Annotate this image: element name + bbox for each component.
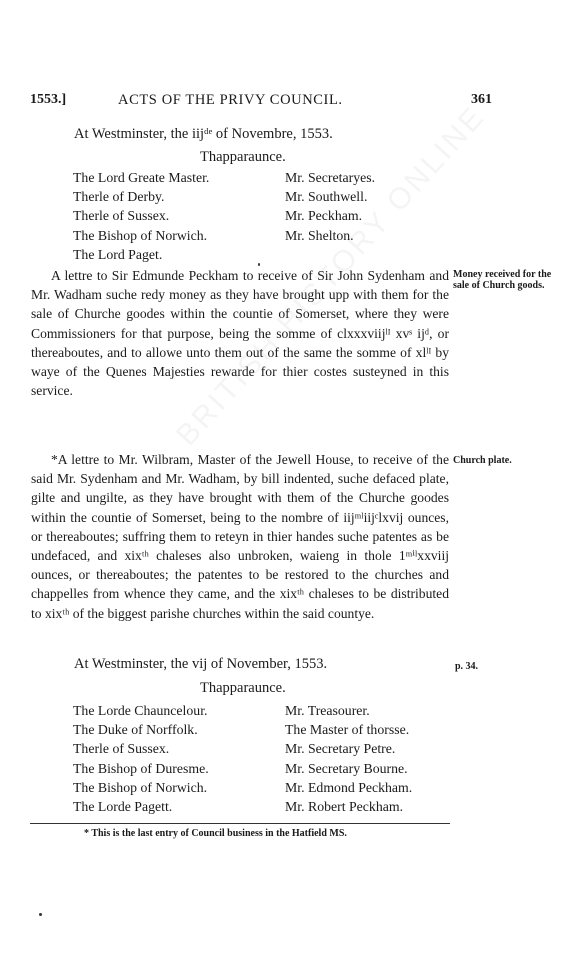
attendee: The Lord Paget. bbox=[73, 246, 163, 262]
ink-speck bbox=[258, 263, 260, 266]
attendee-row bbox=[73, 780, 413, 799]
attendee-row bbox=[73, 703, 413, 722]
attendee: Mr. Peckham. bbox=[285, 208, 363, 224]
attendee: Mr. Secretary Bourne. bbox=[285, 760, 408, 776]
present-label-1: Thapparaunce. bbox=[200, 149, 286, 165]
present-label-2: Thapparaunce. bbox=[200, 680, 286, 696]
attendee: Mr. Edmond Peckham. bbox=[285, 779, 413, 795]
meeting-heading-2: At Westminster, the vij of November, 1553. bbox=[74, 656, 328, 672]
footnote-divider bbox=[30, 823, 450, 824]
attendee: The Duke of Norffolk. bbox=[73, 722, 198, 738]
attendee: The Bishop of Norwich. bbox=[73, 227, 208, 243]
attendee: Mr. Shelton. bbox=[285, 227, 354, 243]
attendee: The Bishop of Duresme. bbox=[73, 760, 209, 776]
attendee-row bbox=[73, 741, 413, 760]
attendee: The Lord Greate Master. bbox=[73, 170, 210, 185]
attendee: Therle of Derby. bbox=[73, 189, 165, 205]
header-year: 1553.] bbox=[30, 92, 67, 107]
entry-text: *A lettre to Mr. Wilbram, Master of the Jewell House, to receive of the said Mr. Sydenham and Mr. Wadham, by bill indented, suche defaced plate, gilte and ungilte, as they have brought with them of the Churche goodes within the countie of Somerset, being to the nombre of iijᵐˡiijᶜlxvij ounces, or thereaboutes; suffring them to reteyn in thier handes suche patentes as be undefaced, and xixᵗʰ chaleses also unbroken, waieng in thole 1ᵐⁱˡxxviij ounces, or thereaboutes; the patentes to be restored to the churches and chappelles from whence they came, and the xixᵗʰ chaleses to be distributed to xixᵗʰ of the biggest parishe churches within the said countye. bbox=[31, 452, 449, 621]
margin-note-1: Money received for the sale of Church goods. bbox=[453, 269, 552, 291]
attendee: Mr. Secretary Petre. bbox=[285, 741, 396, 757]
attendee: Therle of Sussex. bbox=[73, 741, 170, 757]
attendee: The Lorde Chauncelour. bbox=[73, 703, 208, 718]
meeting-heading-1: At Westminster, the iijᵈᵉ of Novembre, 1553. bbox=[74, 126, 333, 142]
attendee: Therle of Sussex. bbox=[73, 208, 170, 224]
margin-note-2: Church plate. bbox=[453, 455, 512, 466]
attendee-row bbox=[73, 170, 413, 189]
council-entry-1 bbox=[31, 266, 449, 400]
attendee-list-1 bbox=[73, 170, 413, 266]
attendee: Mr. Robert Peckham. bbox=[285, 798, 404, 814]
page-reference: p. 34. bbox=[455, 661, 479, 672]
council-entry-2 bbox=[31, 450, 449, 623]
entry-text: A lettre to Sir Edmunde Peckham to receive of Sir John Sydenham and Mr. Wadham suche redy money as they have brought upp with them for the sale of Churche goodes within the countie of Somerset, where they were Commissioners for that purpose, being the somme of clxxxviijˡᴵ xvˢ ijᵈ, or thereaboutes, and to allowe unto them out of the same the somme of xlˡᴵ by waye of the Quenes Majesties rewarde for thier costes susteyned in this service. bbox=[31, 268, 449, 399]
ink-speck bbox=[39, 913, 42, 916]
attendee-row bbox=[73, 189, 413, 208]
attendee-row bbox=[73, 247, 413, 266]
header-title: ACTS OF THE PRIVY COUNCIL. bbox=[118, 92, 343, 108]
attendee-row bbox=[73, 722, 413, 741]
attendee-row bbox=[73, 208, 413, 227]
attendee: The Master of thorsse. bbox=[285, 722, 410, 738]
attendee: Mr. Treasourer. bbox=[285, 703, 370, 718]
attendee: The Bishop of Norwich. bbox=[73, 779, 208, 795]
attendee: Mr. Secretaryes. bbox=[285, 170, 376, 185]
page-number: 361 bbox=[471, 92, 492, 107]
attendee-row bbox=[73, 228, 413, 247]
attendee: The Lorde Pagett. bbox=[73, 798, 173, 814]
attendee: Mr. Southwell. bbox=[285, 189, 368, 205]
running-header bbox=[30, 92, 492, 114]
footnote: * This is the last entry of Council business in the Hatfield MS. bbox=[84, 828, 347, 839]
attendee-row bbox=[73, 799, 413, 818]
attendee-row bbox=[73, 761, 413, 780]
attendee-list-2 bbox=[73, 703, 413, 818]
